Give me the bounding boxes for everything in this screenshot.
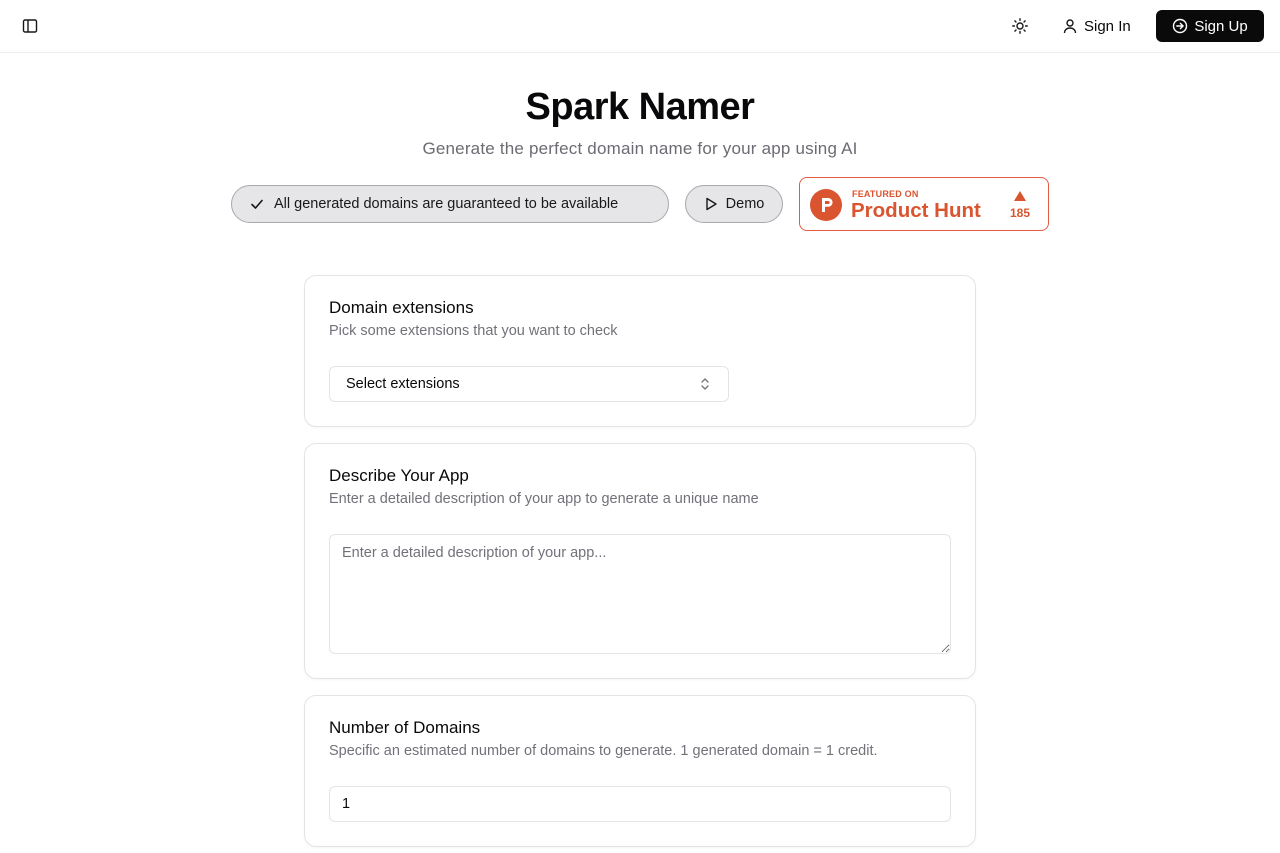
sign-in-button[interactable] — [1052, 10, 1141, 42]
availability-guarantee-label: All generated domains are guaranteed to be available — [274, 196, 619, 212]
user-icon — [1062, 18, 1078, 34]
app-description-textarea[interactable] — [329, 534, 951, 654]
domain-extensions-card — [304, 275, 976, 427]
sidebar-panel-icon — [22, 18, 38, 34]
arrow-circle-right-icon — [1172, 18, 1188, 34]
sign-up-label: Sign Up — [1194, 17, 1248, 35]
product-hunt-upvote-count: 185 — [1009, 206, 1031, 220]
upvote-triangle-icon — [1014, 191, 1026, 201]
product-hunt-badge[interactable] — [799, 177, 1049, 231]
top-navbar — [0, 0, 1280, 53]
sun-icon — [1012, 18, 1028, 34]
product-hunt-featured-label: FEATURED ON — [852, 189, 919, 199]
domain-count-input[interactable] — [329, 786, 951, 822]
sign-up-button[interactable] — [1156, 10, 1264, 42]
describe-app-title: Describe Your App — [329, 466, 469, 485]
number-of-domains-description: Specific an estimated number of domains to generate. 1 generated domain = 1 credit. — [329, 743, 878, 759]
availability-guarantee-badge — [231, 185, 669, 223]
number-of-domains-title: Number of Domains — [329, 718, 481, 737]
extensions-select[interactable] — [329, 366, 729, 402]
extensions-select-label: Select extensions — [346, 376, 460, 392]
play-icon — [704, 197, 718, 211]
product-hunt-logo-icon — [810, 189, 842, 221]
domain-extensions-title: Domain extensions — [329, 298, 474, 317]
number-of-domains-card — [304, 695, 976, 847]
describe-app-card — [304, 443, 976, 679]
chevrons-up-down-icon — [698, 377, 712, 391]
sign-in-label: Sign In — [1084, 17, 1131, 35]
domain-extensions-description: Pick some extensions that you want to check — [329, 323, 618, 339]
demo-label: Demo — [725, 196, 765, 212]
product-hunt-name: Product Hunt — [851, 199, 981, 222]
page-subtitle: Generate the perfect domain name for your app using AI — [422, 139, 858, 158]
describe-app-description: Enter a detailed description of your app to generate a unique name — [329, 491, 759, 507]
sidebar-toggle-button[interactable] — [16, 12, 44, 40]
theme-toggle-button[interactable] — [1006, 12, 1034, 40]
page-title: Spark Namer — [525, 86, 755, 128]
check-icon — [250, 197, 264, 211]
demo-button[interactable] — [685, 185, 783, 223]
